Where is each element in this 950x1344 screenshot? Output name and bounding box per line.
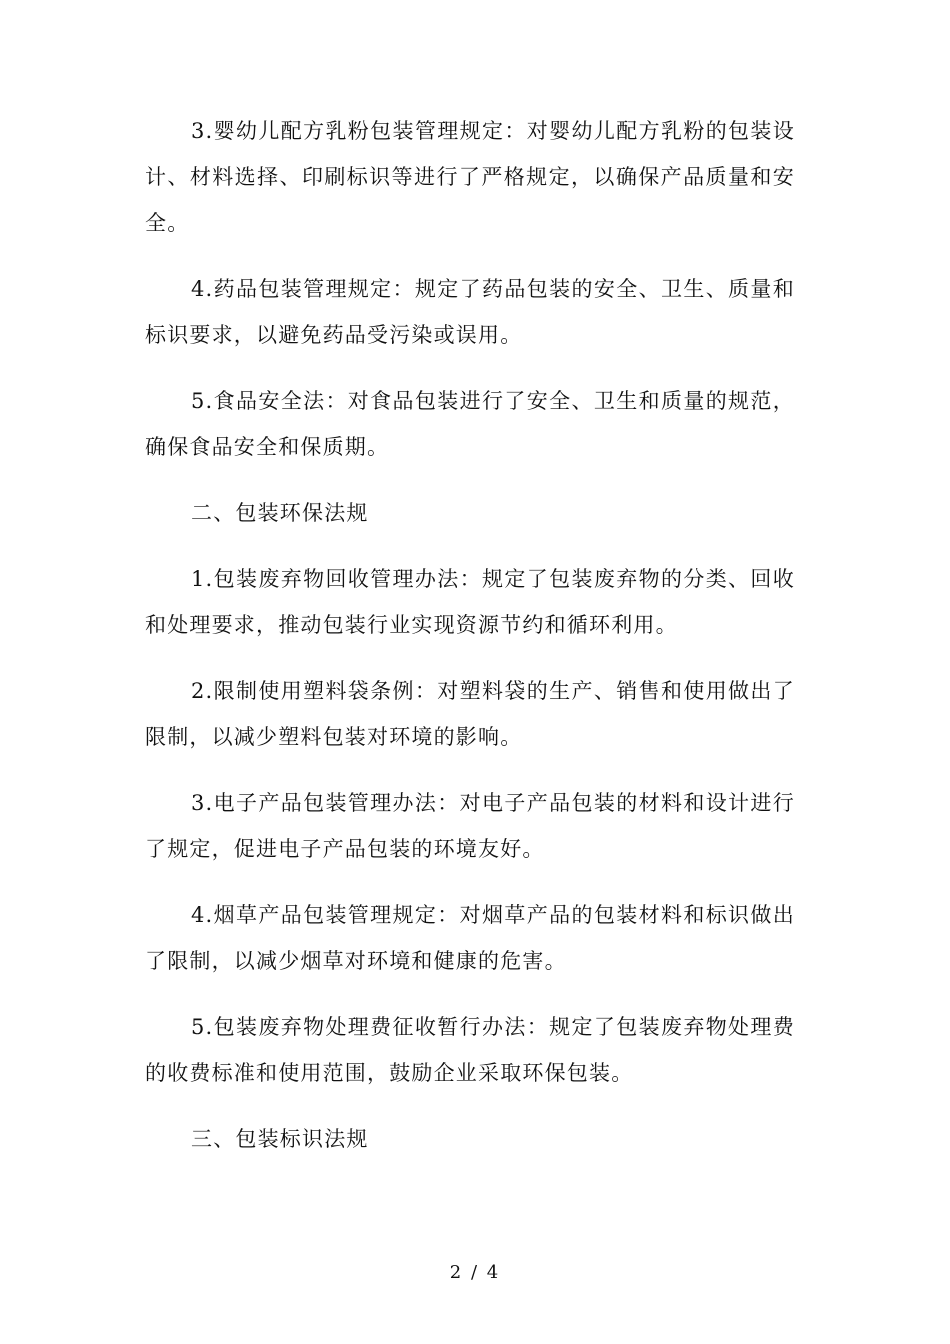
document-body (145, 108, 795, 1182)
paragraph-tobacco-packaging: 4.烟草产品包装管理规定：对烟草产品的包装材料和标识做出了限制，以减少烟草对环境和健康的危害。 (145, 903, 795, 973)
paragraph-electronics-packaging: 3.电子产品包装管理办法：对电子产品包装的材料和设计进行了规定，促进电子产品包装的环境友好。 (145, 791, 795, 861)
paragraph-drug-packaging-rules: 4.药品包装管理规定：规定了药品包装的安全、卫生、质量和标识要求，以避免药品受污染或误用。 (145, 277, 795, 347)
paragraph-waste-fee-rules: 5.包装废弃物处理费征收暂行办法：规定了包装废弃物处理费的收费标准和使用范围，鼓励企业采取环保包装。 (145, 1015, 795, 1085)
paragraph-food-safety-law: 5.食品安全法：对食品包装进行了安全、卫生和质量的规范，确保食品安全和保质期。 (145, 389, 795, 459)
paragraph-waste-recycling: 1.包装废弃物回收管理办法：规定了包装废弃物的分类、回收和处理要求，推动包装行业实现资源节约和循环利用。 (145, 567, 795, 637)
paragraph-infant-formula-rules: 3.婴幼儿配方乳粉包装管理规定：对婴幼儿配方乳粉的包装设计、材料选择、印刷标识等进行了严格规定，以确保产品质量和安全。 (145, 119, 795, 235)
section-heading-environmental: 二、包装环保法规 (191, 501, 369, 525)
section-heading-labeling: 三、包装标识法规 (191, 1127, 369, 1151)
page-number: 2 / 4 (449, 1262, 501, 1283)
paragraph-plastic-bag-limits: 2.限制使用塑料袋条例：对塑料袋的生产、销售和使用做出了限制，以减少塑料包装对环境的影响。 (145, 679, 795, 749)
